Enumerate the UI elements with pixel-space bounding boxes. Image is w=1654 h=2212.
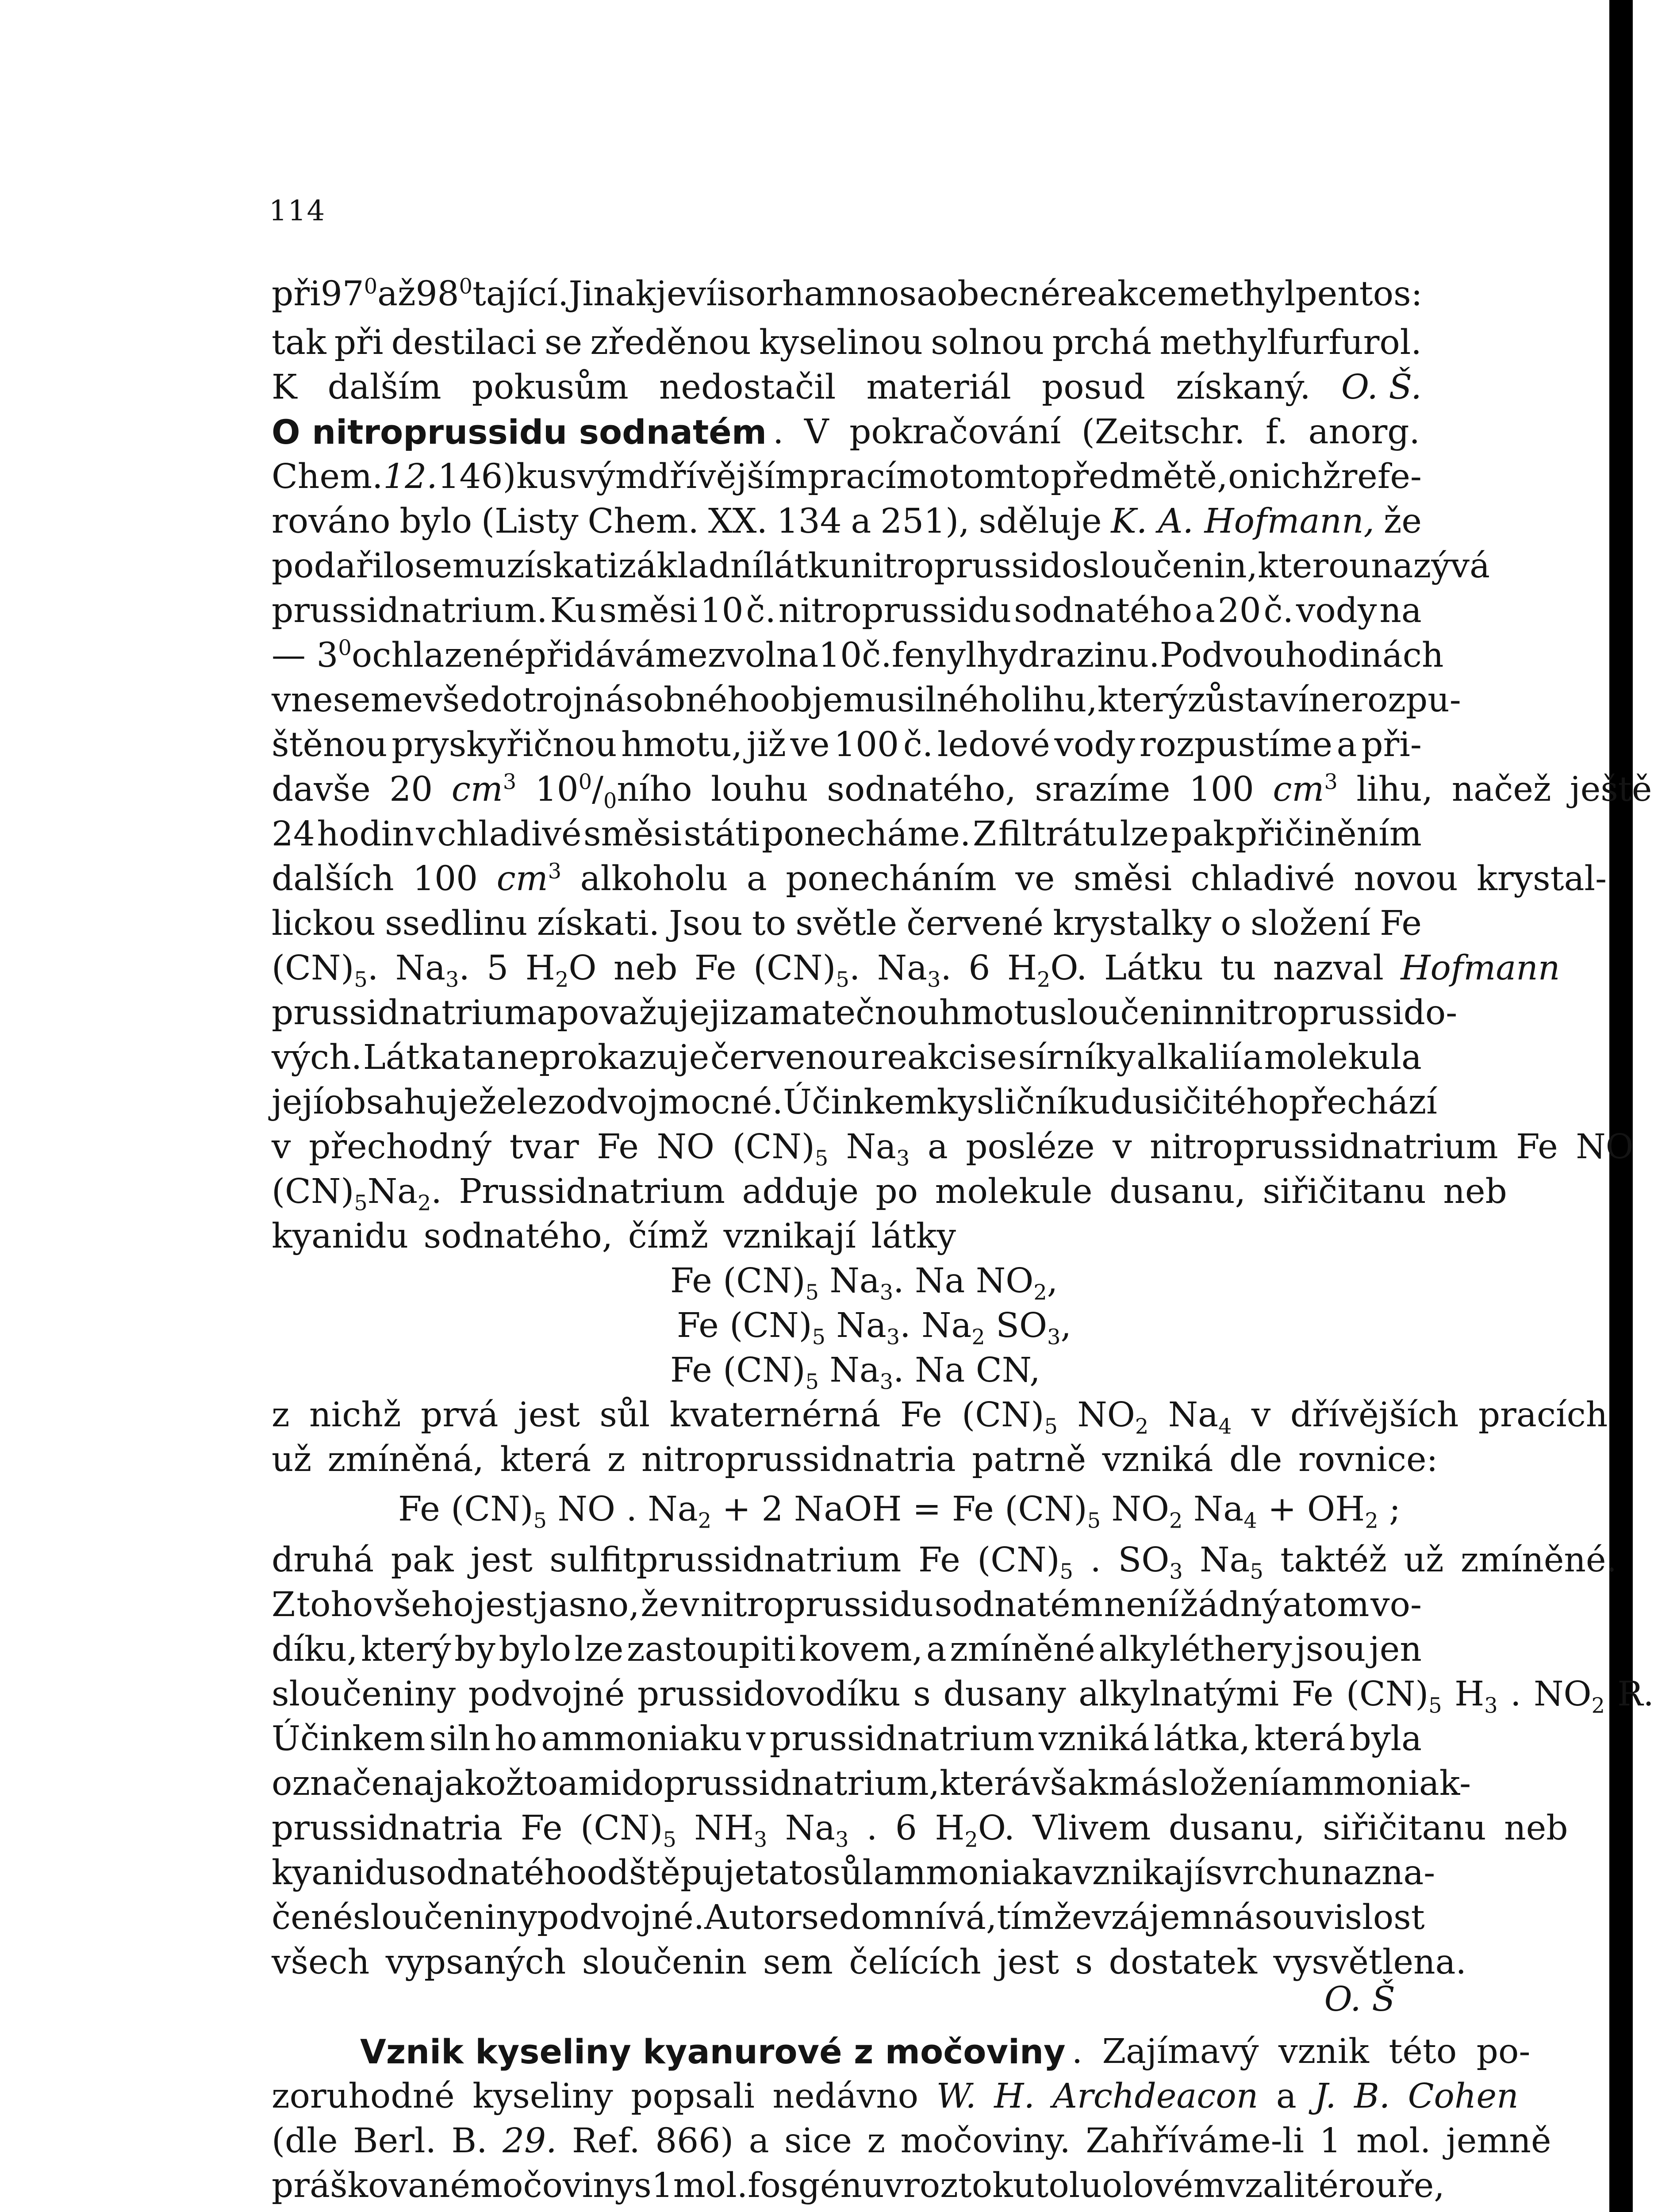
text-line: kyanidu sodnatého odštěpuje tato sůl ammoniak a vznikají svrchu nazna- — [272, 1853, 1435, 1893]
signature-line — [272, 1978, 1422, 2022]
text-line: její obsahuje železo dvojmocné. Účinkem kysličníku dusičitého přechází — [272, 1083, 1437, 1122]
section-heading: Vznik kyseliny kyanurové z močoviny — [360, 2032, 1066, 2071]
text-line: díku, který by bylo lze zastoupiti kovem, a zmíněné alkyléthery jsou jen — [272, 1630, 1422, 1669]
text-line: zoruhodné kyseliny popsali nedávno W. H. Archdeacon a J. B. Cohen — [272, 2077, 1519, 2116]
text-line: práškované močoviny s 1 mol. fosgénu v roztoku toluolovém v zalité rouře, — [272, 2166, 1445, 2205]
text-line: štěnou pryskyřičnou hmotu, již ve 100 č. ledové vody rozpustíme a při- — [272, 725, 1422, 764]
formula-line: Fe $(CN)_5$ $Na_3$. Na CN, — [670, 1351, 1040, 1394]
text-line: $(CN)_5$. $Na_3$. 5 $H_2O$ neb Fe $(CN)_5$. $Na_3$. 6 $H_2O$. Látku tu nazval Hofmann — [272, 949, 1560, 992]
section-heading-line: Vznik kyseliny kyanurové z močoviny . Zajímavý vznik této po- — [360, 2030, 1422, 2074]
text-line: $(CN)_5Na_2$. Prussidnatrium adduje po molekule dusanu, siřičitanu neb — [272, 1172, 1507, 1216]
text-line: — $3^0$ ochlazené přidáváme zvolna 10 č. fenylhydrazinu. Po dvou hodinách — [272, 636, 1444, 675]
text-line: (dle Berl. B. 29. Ref. 866) a sice z močoviny. Zahříváme-li 1 mol. jemně — [272, 2121, 1551, 2161]
text-line: sloučeniny podvojné prussidovodíku s dusany alkylnatými Fe $(CN)_5$ $H_3$ . $NO_2$ R. — [272, 1674, 1654, 1718]
text-line: druhá pak jest sulfitprussidnatrium Fe $(CN)_5$ . $SO_3$ $Na_5$ taktéž už zmíněné. — [272, 1540, 1617, 1584]
text-line: čené sloučeniny podvojné. Autor se domnívá, tím že vzájemná souvislost — [272, 1898, 1425, 1937]
section-heading-line: O nitroprussidu sodnatém . V pokračování (Zeitschr. f. anorg. — [272, 410, 1422, 454]
text-line: davše 20 $cm^3$ $10^0/_0ního$ louhu sodnatého, srazíme 100 $cm^3$ lihu, načež ještě — [272, 770, 1652, 814]
text-line: při $97^0$ až $98^0$ tající. Jinak jeví isorhamnosa obecné reakce methylpentos : — [272, 274, 1423, 314]
text-line: kyanidu sodnatého, čímž vznikají látky — [272, 1217, 956, 1256]
text-line: z nichž prvá jest sůl kvaternérná Fe $(CN)_5$ $NO_2$ $Na_4$ v dřívějších pracích — [272, 1395, 1608, 1439]
text-line: 24 hodin v chladivé směsi státi ponecháme. Z filtrátu lze pak přičiněním — [272, 814, 1422, 854]
equation-line: Fe $(CN)_5$ NO . $Na_2 + 2$ NaOH = Fe $(CN)_5$ $NO_2$ $Na_4 + OH_2$ ; — [398, 1490, 1401, 1533]
text-line: v přechodný tvar Fe NO $(CN)_5$ $Na_3$ a posléze v nitroprussidnatrium Fe NO — [272, 1127, 1634, 1171]
text-line: prussidnatrium a považuje ji za matečnou hmotu sloučenin nitroprussido- — [272, 993, 1458, 1033]
text-line: Účinkem siln ho ammoniaku v prussidnatrium vzniká látka, která byla — [272, 1719, 1422, 1759]
formula-line: Fe $(CN)_5$ $Na_3$. $Na_2$ $SO_3$, — [677, 1306, 1071, 1350]
text-line: Z toho všeho jest jasno, že v nitroprussidu sodnatém není žádný atom vo- — [272, 1585, 1422, 1624]
text-line: prussidnatrium. Ku směsi 10 č. nitroprussidu sodnatého a 20 č. vody na — [272, 591, 1422, 630]
text-line: rováno bylo (Listy Chem. XX. 134 a 251), sděluje K. A. Hofmann, že — [272, 499, 1422, 544]
formula-line: Fe $(CN)_5$ $Na_3$. Na $NO_2$, — [670, 1261, 1058, 1305]
text-line: Chem. 12. 146) ku svým dřívějším pracím o tomto předmětě, o nichž refe- — [272, 457, 1422, 496]
section-heading: O nitroprussidu sodnatém — [272, 412, 767, 452]
text-line: K dalším pokusům nedostačil materiál posud získaný. O. Š. — [272, 365, 1422, 410]
text-line: lickou ssedlinu získati. Jsou to světle červené krystalky o složení Fe — [272, 904, 1422, 943]
page-number: 114 — [269, 195, 326, 227]
text-line: všech vypsaných sloučenin sem čelících jest s dostatek vysvětlena. — [272, 1943, 1467, 1982]
scan-border — [1609, 0, 1633, 2212]
text-line: prussidnatria Fe $(CN)_5$ $NH_3$ $Na_3$ . 6 $H_2O$. Vlivem dusanu, siřičitanu neb — [272, 1809, 1568, 1852]
text-line: označena jakožto amidoprussidnatrium, která však má složení ammoniak- — [272, 1764, 1471, 1803]
author-signature: O. Š. — [1341, 368, 1422, 407]
author-name: K. A. Hofmann, — [1111, 502, 1375, 541]
text-line: vneseme vše do trojnásobného objemu silného lihu, který zůstaví nerozpu- — [272, 680, 1461, 720]
author-signature: O. Š — [1324, 1980, 1395, 2019]
text-line: dalších 100 $cm^3$ alkoholu a ponecháním ve směsi chladivé novou krystal- — [272, 859, 1607, 899]
text-line: podařilo se mu získati základní látku nitroprussidosloučenin, kterou nazývá — [272, 546, 1490, 586]
text-line: vých. Látka ta neprokazuje červenou reakci se sírníky alkalií a molekula — [272, 1038, 1422, 1077]
text-line: tak při destilaci se zředěnou kyselinou solnou prchá methylfurfurol. — [272, 323, 1422, 362]
text-line: už zmíněná, která z nitroprussidnatria patrně vzniká dle rovnice: — [272, 1440, 1438, 1479]
